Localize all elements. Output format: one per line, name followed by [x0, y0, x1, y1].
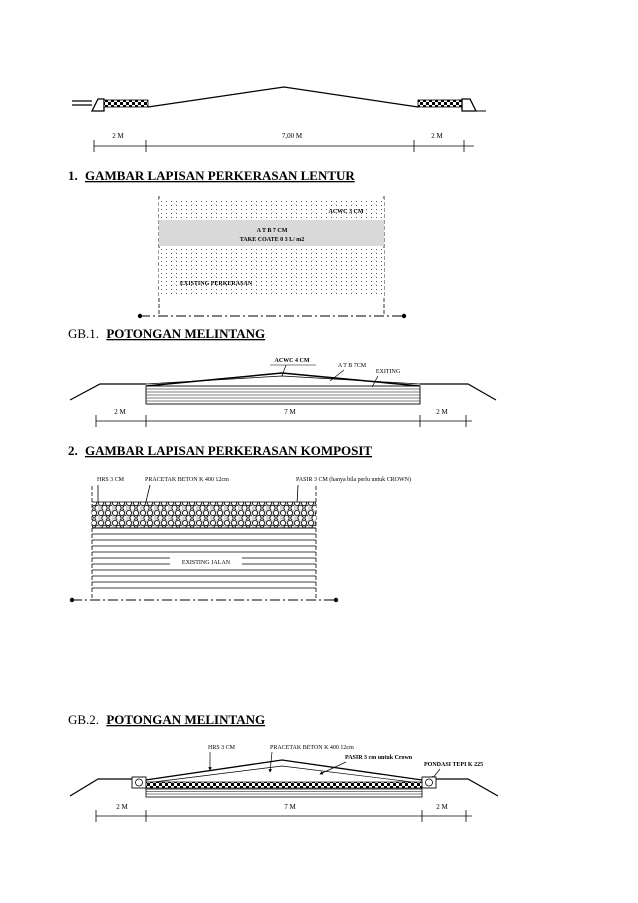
gb2-dimension-line [96, 803, 472, 822]
pracetak-label: PRACETAK BETON K 400 12cm [145, 477, 229, 483]
road-crown-line [148, 87, 418, 107]
gb2-pasir-label: PASIR 3 cm untuk Crown [345, 755, 413, 761]
existing-layer [159, 248, 384, 296]
gb1-acwc-label: ACWC 4 CM [274, 358, 310, 364]
left-shoulder-blocks [104, 100, 148, 107]
gb1-cross-section [70, 358, 496, 404]
existing-jalan-label: EXISTING JALAN [181, 560, 231, 566]
composite-pavement-layers [70, 476, 411, 602]
tack-coat-label: TAKE COATE 0 3 L/ m2 [239, 237, 305, 243]
gb2-pracetak-label: PRACETAK BETON K 400 12cm [270, 745, 354, 751]
top-cross-section [72, 87, 486, 111]
pasir-label: PASIR 3 CM (hanya bila perlu untuk CROWN) [296, 477, 411, 483]
section2-title: 2. GAMBAR LAPISAN PERKERASAN KOMPOSIT [68, 443, 373, 458]
gb1-dim-left: 2 M [114, 408, 126, 416]
right-shoulder-blocks [418, 100, 462, 107]
section1-title: 1. GAMBAR LAPISAN PERKERASAN LENTUR [68, 168, 355, 183]
gb2-hrs-label: HRS 3 CM [208, 745, 236, 751]
gb2-precast-layer [146, 782, 422, 788]
gb2-cross-section [70, 745, 498, 797]
gb1-title: GB.1. POTONGAN MELINTANG [68, 326, 266, 341]
dim-right: 2 M [431, 132, 443, 140]
flexible-pavement-layers [138, 196, 406, 318]
existing-label: EXISTING PERKERASAN [179, 281, 253, 287]
acwc-label: ACWC 3 CM [328, 209, 364, 215]
gb1-existing-label: EXITING [375, 369, 401, 375]
dim-center: 7,00 M [281, 132, 303, 140]
gb2-dim-left: 2 M [116, 803, 128, 811]
gb1-dimension-line [96, 408, 472, 427]
gb1-atb-label: A T B 7CM [337, 363, 367, 369]
top-dimension-line [94, 132, 474, 152]
gb2-title: GB.2. POTONGAN MELINTANG [68, 712, 266, 727]
atb-label: A T B 7 CM [256, 228, 288, 234]
gb2-pondasi-label: PONDASI TEPI K 225 [424, 762, 484, 768]
hrs-label: HRS 3 CM [97, 477, 125, 483]
precast-concrete-layer [92, 502, 316, 528]
gb1-dim-right: 2 M [436, 408, 448, 416]
gb2-dim-right: 2 M [436, 803, 448, 811]
gb2-dim-center: 7 M [284, 803, 296, 811]
gb1-dim-center: 7 M [284, 408, 296, 416]
dim-left: 2 M [112, 132, 124, 140]
